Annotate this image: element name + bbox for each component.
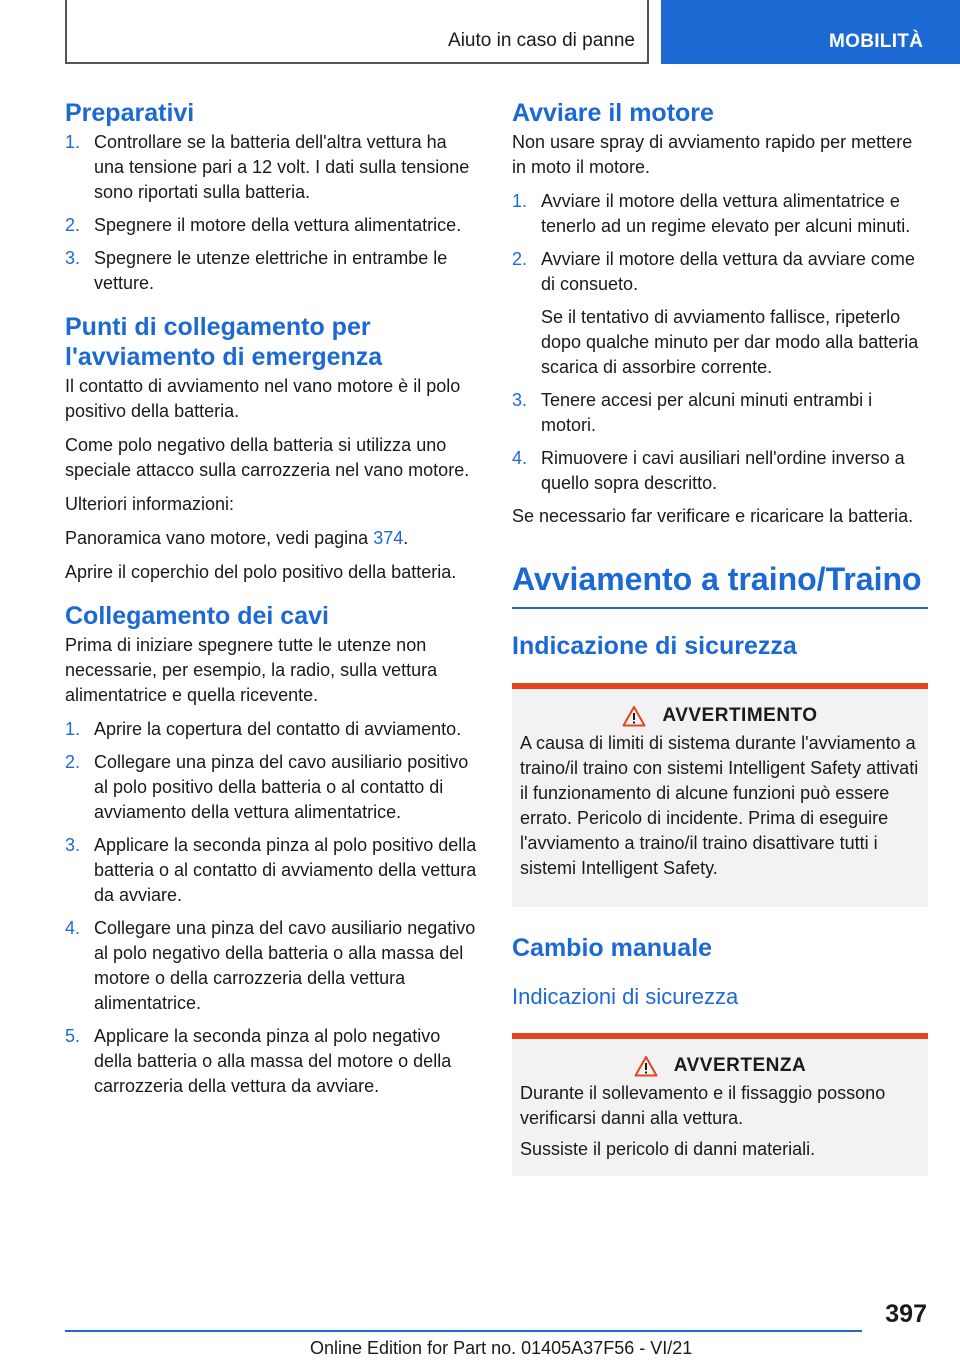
list-item: 2. Collegare una pinza del cavo ausiliario positivo al polo positivo della batteria o al contatto di avviamento della vettura alimentatrice.	[65, 752, 469, 822]
heading-preparativi: Preparativi	[65, 99, 195, 127]
page-link[interactable]: 374	[373, 528, 404, 548]
list-item: 4. Collegare una pinza del cavo ausiliario negativo al polo negativo della batteria o alla massa del motore o della carrozzeria della vettura alimentatrice.	[65, 918, 476, 1013]
paragraph: Prima di iniziare spegnere tutte le utenze non necessarie, per esempio, la radio, sulla vettura alimentatrice e quella ricevente.	[65, 635, 438, 705]
list-item: 1. Avviare il motore della vettura alimentatrice e tenerlo ad un regime elevato per alcuni minuti.	[512, 191, 911, 236]
list-item: 3. Spegnere le utenze elettriche in entrambe le vetture.	[65, 248, 448, 293]
caution-text: Sussiste il pericolo di danni materiali.	[520, 1139, 816, 1159]
avviare-steps	[512, 189, 928, 496]
warning-text: A causa di limiti di sistema durante l'avviamento a traino/il traino con sistemi Intelligent Safety attivati il funzionamento di alcune funzioni può essere errato. Pericolo di incidente. Prima di eseguire l'avviamento a traino/il traino disattivare tutti i sistemi Intelligent Safety.	[520, 733, 919, 878]
heading-avviamento-traino: Avviamento a traino/Traino	[512, 559, 928, 609]
chapter-tab-label: MOBILITÀ	[829, 31, 924, 52]
warning-box	[512, 683, 928, 907]
warning-triangle-icon	[622, 705, 646, 727]
caution-text: Durante il sollevamento e il fissaggio possono verificarsi danni alla vettura.	[520, 1083, 886, 1128]
heading-indicazione-sicurezza: Indicazione di sicurezza	[512, 632, 797, 660]
section-title: Aiuto in caso di panne	[448, 30, 635, 51]
header-section-box	[65, 0, 649, 64]
right-column	[512, 98, 928, 1176]
paragraph: Non usare spray di avviamento rapido per mettere in moto il motore.	[512, 132, 913, 177]
list-item: 2. Spegnere il motore della vettura alimentatrice.	[65, 215, 462, 235]
list-item: 3. Tenere accesi per alcuni minuti entrambi i motori.	[512, 390, 873, 435]
list-item: 5. Applicare la seconda pinza al polo negativo della batteria o alla massa del motore o della carrozzeria della vettura da avviare.	[65, 1026, 452, 1096]
list-item: 4. Rimuovere i cavi ausiliari nell'ordine inverso a quello sopra descritto.	[512, 448, 905, 493]
list-item: 1. Aprire la copertura del contatto di avviamento.	[65, 719, 462, 739]
heading-cambio-manuale: Cambio manuale	[512, 934, 713, 962]
paragraph: Aprire il coperchio del polo positivo della batteria.	[65, 562, 457, 582]
caution-box	[512, 1033, 928, 1176]
warning-title: AVVERTIMENTO	[662, 705, 818, 726]
paragraph-crossref: Panoramica vano motore, vedi pagina 374.	[65, 528, 409, 548]
edition-footer: Online Edition for Part no. 01405A37F56 - VI/21	[310, 1338, 693, 1358]
preparativi-steps	[65, 130, 479, 296]
collegamento-steps	[65, 717, 479, 1099]
list-item: 2. Avviare il motore della vettura da avviare come di consueto. Se il tentativo di avviamento fallisce, ripeterlo dopo qualche minuto per dar modo alla batteria scarica di assorbire corrente.	[512, 249, 919, 377]
paragraph: Il contatto di avviamento nel vano motore è il polo positivo della batteria.	[65, 376, 461, 421]
caution-title: AVVERTENZA	[673, 1055, 807, 1076]
paragraph: Se necessario far verificare e ricaricare la batteria.	[512, 506, 914, 526]
paragraph: Come polo negativo della batteria si utilizza uno speciale attacco sulla carrozzeria nel vano motore.	[65, 435, 470, 480]
list-item: 1. Controllare se la batteria dell'altra vettura ha una tensione pari a 12 volt. I dati sulla tensione sono riportati sulla batteria.	[65, 132, 470, 202]
left-column	[65, 98, 479, 1107]
page-number: 397	[885, 1300, 927, 1328]
heading-avviare-motore: Avviare il motore	[512, 99, 714, 127]
warning-triangle-icon	[634, 1055, 658, 1077]
chapter-tab	[661, 0, 960, 64]
heading-punti-collegamento: Punti di collegamento per l'avviamento di emergenza	[65, 313, 383, 371]
list-item: 3. Applicare la seconda pinza al polo positivo della batteria o al contatto di avviamento della vettura da avviare.	[65, 835, 477, 905]
subheading-indicazioni-sicurezza: Indicazioni di sicurezza	[512, 984, 739, 1009]
footer-divider	[65, 1330, 862, 1332]
heading-collegamento-cavi: Collegamento dei cavi	[65, 602, 329, 630]
paragraph: Ulteriori informazioni:	[65, 494, 235, 514]
